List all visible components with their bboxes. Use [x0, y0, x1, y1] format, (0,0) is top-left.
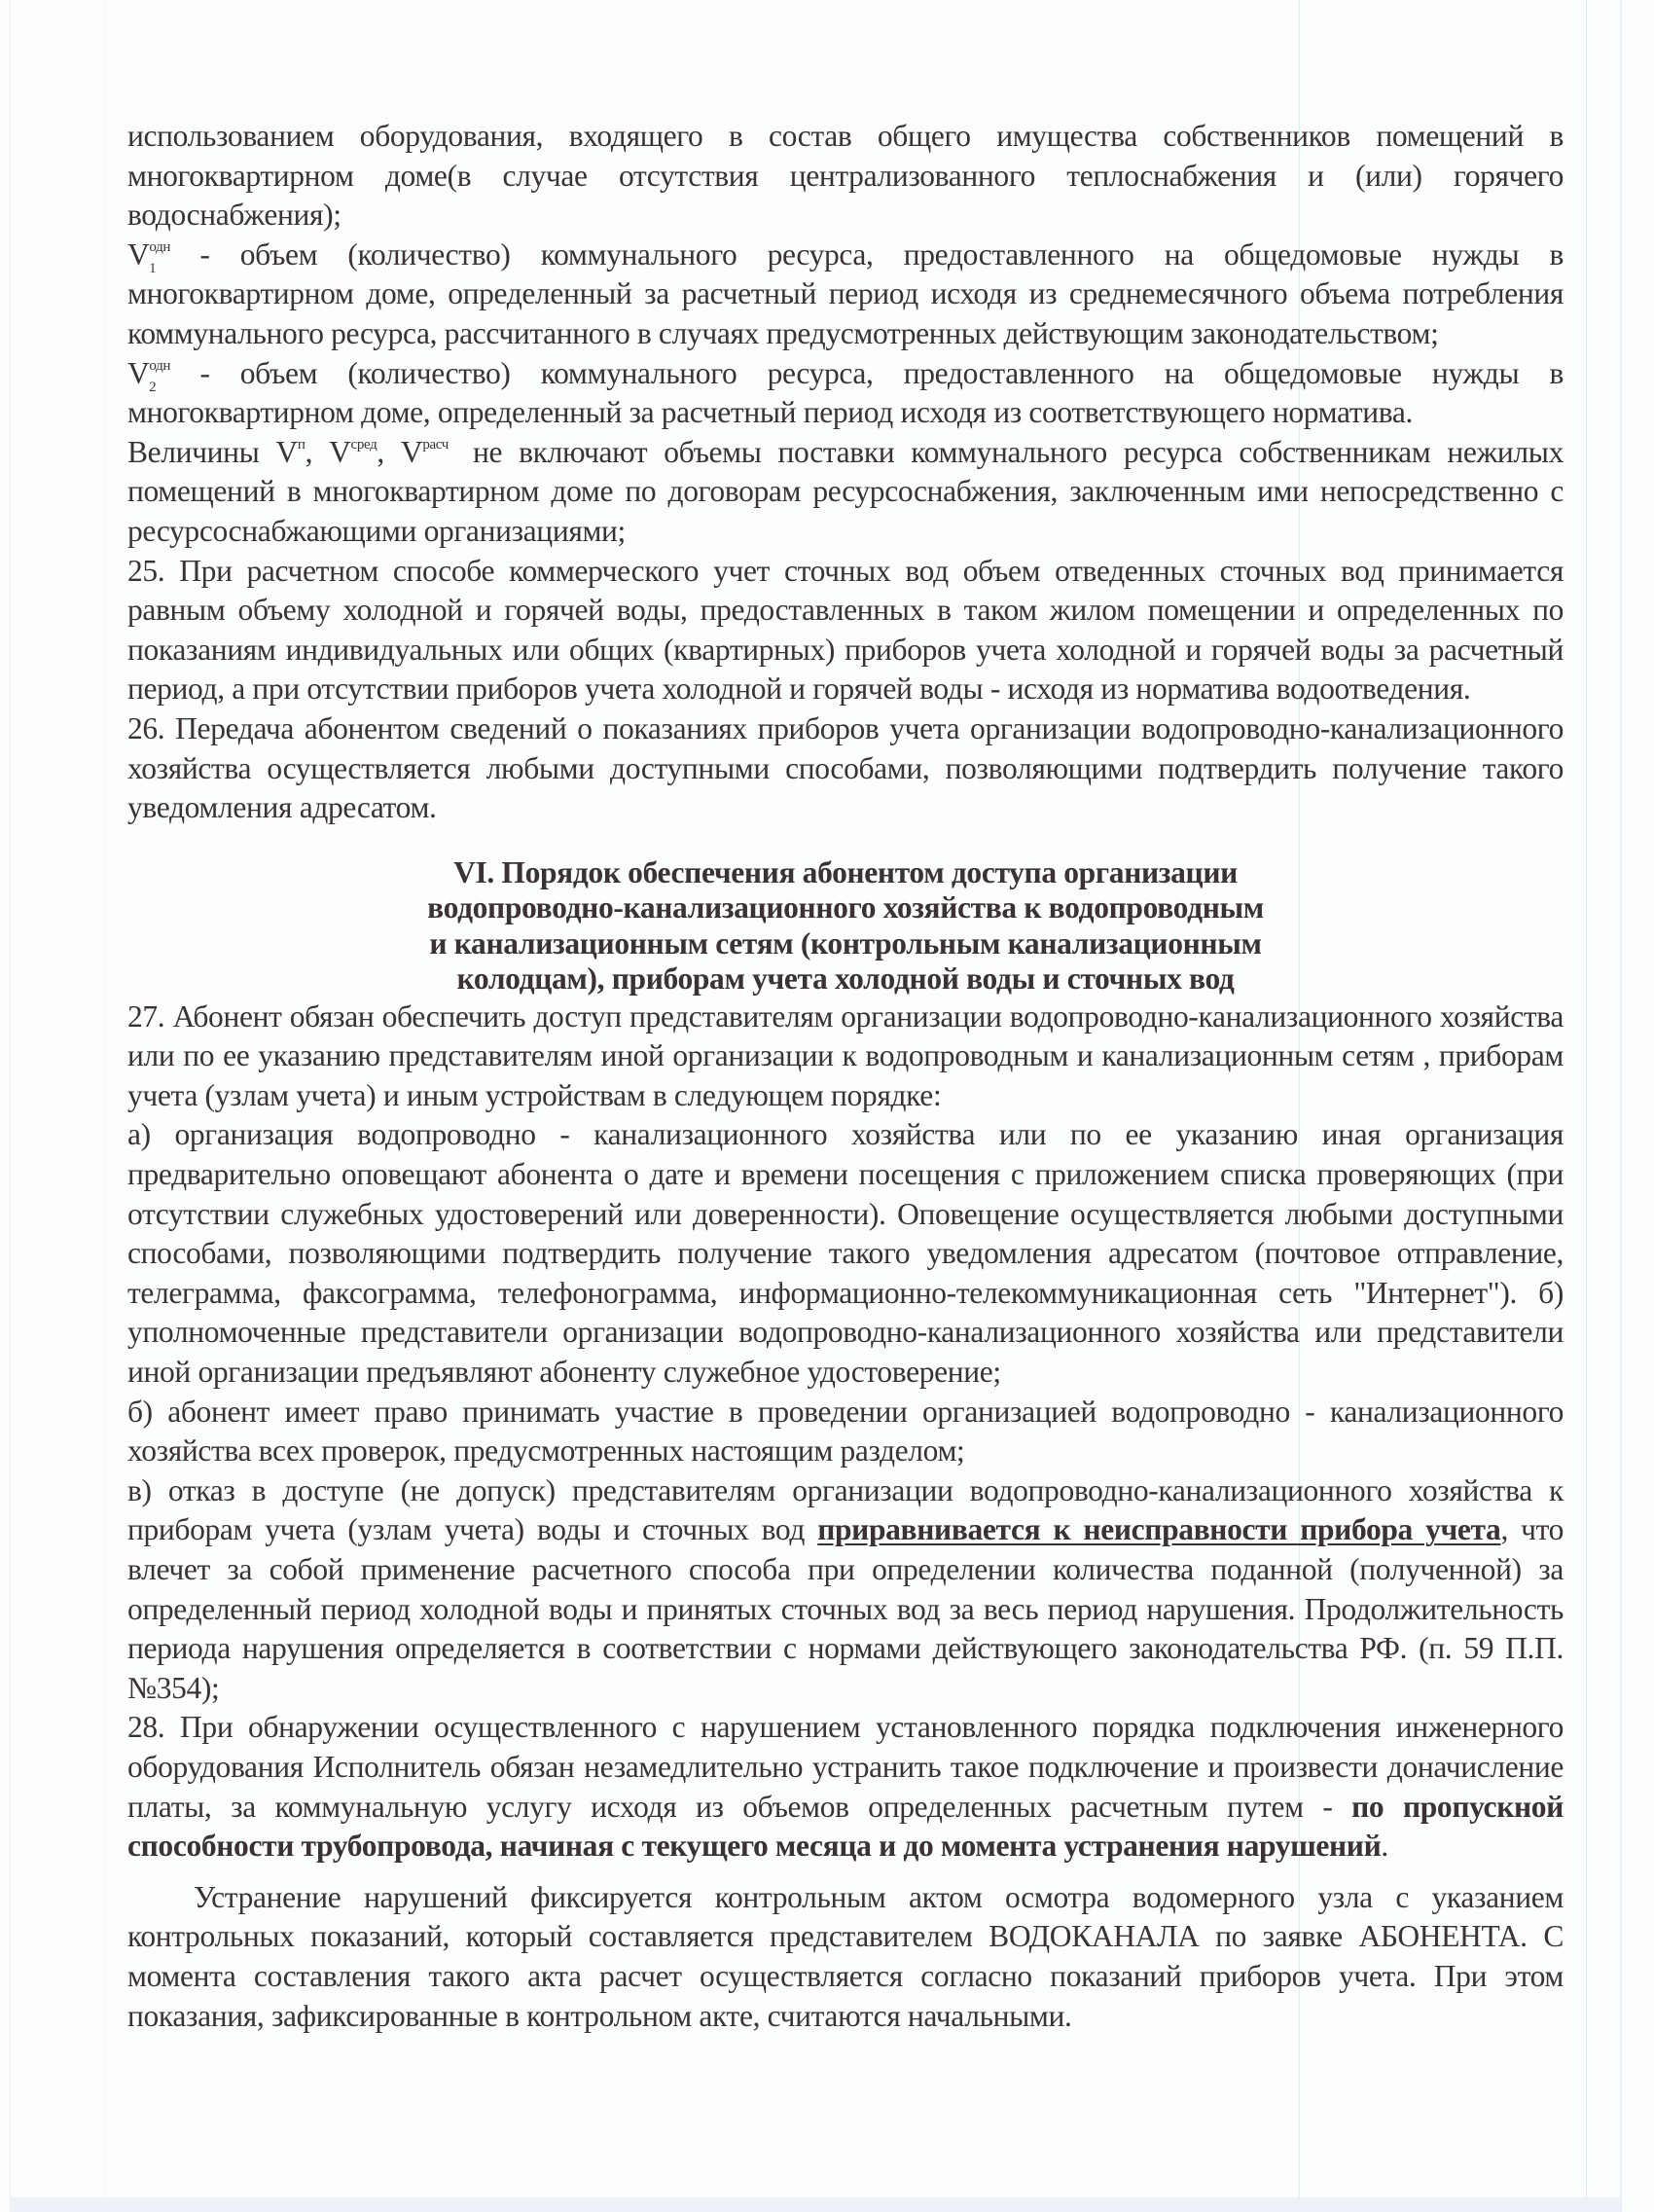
paragraph-v1-definition: $V^{одн}_1$ - объем (количество) коммунального ресурса, предоставленного на общедомовые нужды в многоквартирном доме, определенный за расчетный период исходя из среднемесячного объема потребления коммунального ресурса, рассчитанного в случаях предусмотренных действующим законодательством;	[127, 236, 1564, 350]
formula-subscript: 1	[149, 260, 157, 276]
scan-bottom-band	[10, 2197, 1621, 2212]
paragraph-27a: а) организация водопроводно - канализационного хозяйства или по ее указанию иная организация предварительно оповещают абонента о дате и времени посещения с приложением списка проверяющих (при отсутствии служебных удостоверений или доверенности). Оповещение осуществляется любыми доступными способами, позволяющими подтвердить получение такого уведомления адресатом (почтовое отправление, телеграмма, факсограмма, телефонограмма, информационно-телекоммуникационная сеть "Интернет"). б) уполномоченные представители организации водопроводно-канализационного хозяйства или представители иной организации предъявляют абоненту служебное удостоверение;	[127, 1117, 1564, 1390]
formula-v1: $V^{одн}_1$	[127, 236, 171, 276]
paragraph-final: Устранение нарушений фиксируется контрольным актом осмотра водомерного узла с указанием контрольных показаний, который составляется представителем ВОДОКАНАЛА по заявке АБОНЕНТА. С момента составления такого акта расчет осуществляется согласно показаний приборов учета. При этом показания, зафиксированные в контрольном акте, считаются начальными.	[127, 1879, 1564, 2033]
paragraph-v2-definition: $V^{одн}_2$ - объем (количество) коммунального ресурса, предоставленного на общедомовые нужды в многоквартирном доме, определенный за расчетный период исходя из соответствующего норматива.	[127, 355, 1564, 430]
formula-subscript: 2	[149, 379, 157, 395]
paragraph-27b: б) абонент имеет право принимать участие в проведении организацией водопроводно - канализационного хозяйства всех проверок, предусмотренных настоящим разделом;	[127, 1394, 1564, 1469]
paragraph-27: 27. Абонент обязан обеспечить доступ представителям организации водопроводно-канализационного хозяйства или по ее указанию представителям иной организации к водопроводным и канализационным сетям , приборам учета (узлам учета) и иным устройствам в следующем порядке:	[127, 998, 1564, 1112]
scan-artifact-line	[1586, 0, 1587, 2212]
emphasis-pipeline-capacity: по пропускной способности трубопровода, начиная с текущего месяца и до момента устранения нарушений	[127, 1789, 1564, 1864]
paragraph-quantities: Величины $V^п$, $V^{сред}$, $V^{расч}$ не включают объемы поставки коммунального ресурса собственникам нежилых помещений в многоквартирном доме по договорам ресурсоснабжения, заключенным ими непосредственно с ресурсоснабжающими организациями;	[127, 434, 1564, 548]
scan-edge	[105, 0, 106, 2212]
paragraph-27v: в) отказ в доступе (не допуск) представителям организации водопроводно-канализационного хозяйства к приборам учета (узлам учета) воды и сточных вод приравнивается к неисправности прибора учета, что влечет за собой применение расчетного способа при определении количества поданной (полученной) за определенный период холодной воды и принятых сточных вод за весь период нарушения. Продолжительность периода нарушения определяется в соответствии с нормами действующего законодательства РФ. (п. 59 П.П.№354);	[127, 1472, 1564, 1705]
scan-edge	[10, 0, 11, 2212]
formula-v2: $V^{одн}_2$	[127, 355, 171, 395]
paragraph-25: 25. При расчетном способе коммерческого учет сточных вод объем отведенных сточных вод принимается равным объему холодной и горячей воды, предоставленных в таком жилом помещении и определенных по показаниям индивидуальных или общих (квартирных) приборов учета холодной и горячей воды за расчетный период, а при отсутствии приборов учета холодной и горячей воды - исходя из норматива водоотведения.	[127, 553, 1564, 707]
paragraph-26: 26. Передача абонентом сведений о показаниях приборов учета организации водопроводно-канализационного хозяйства осуществляется любыми доступными способами, позволяющими подтвердить получение такого уведомления адресатом.	[127, 710, 1564, 825]
scan-artifact-line	[1620, 0, 1622, 2212]
formula-superscript: одн	[149, 357, 171, 374]
formula-superscript: одн	[149, 238, 171, 255]
document-page	[127, 117, 1564, 2036]
section-heading: VI. Порядок обеспечения абонентом доступа организации водопроводно-канализационного хозяйства к водопроводным и канализационным сетям (контрольным канализационным колодцам), приборам учета холодной воды и сточных вод	[427, 854, 1264, 997]
paragraph-28: 28. При обнаружении осуществленного с нарушением установленного порядка подключения инженерного оборудования Исполнитель обязан незамедлительно устранить такое подключение и произвести доначисление платы, за коммунальную услугу исходя из объемов определенных расчетным путем - по пропускной способности трубопровода, начиная с текущего месяца и до момента устранения нарушений.	[127, 1710, 1564, 1864]
paragraph-intro: использованием оборудования, входящего в состав общего имущества собственников помещений в многоквартирном доме(в случае отсутствия централизованного теплоснабжения и (или) горячего водоснабжения);	[127, 119, 1564, 233]
emphasis-malfunction: приравнивается к неисправности прибора учета	[817, 1512, 1501, 1547]
